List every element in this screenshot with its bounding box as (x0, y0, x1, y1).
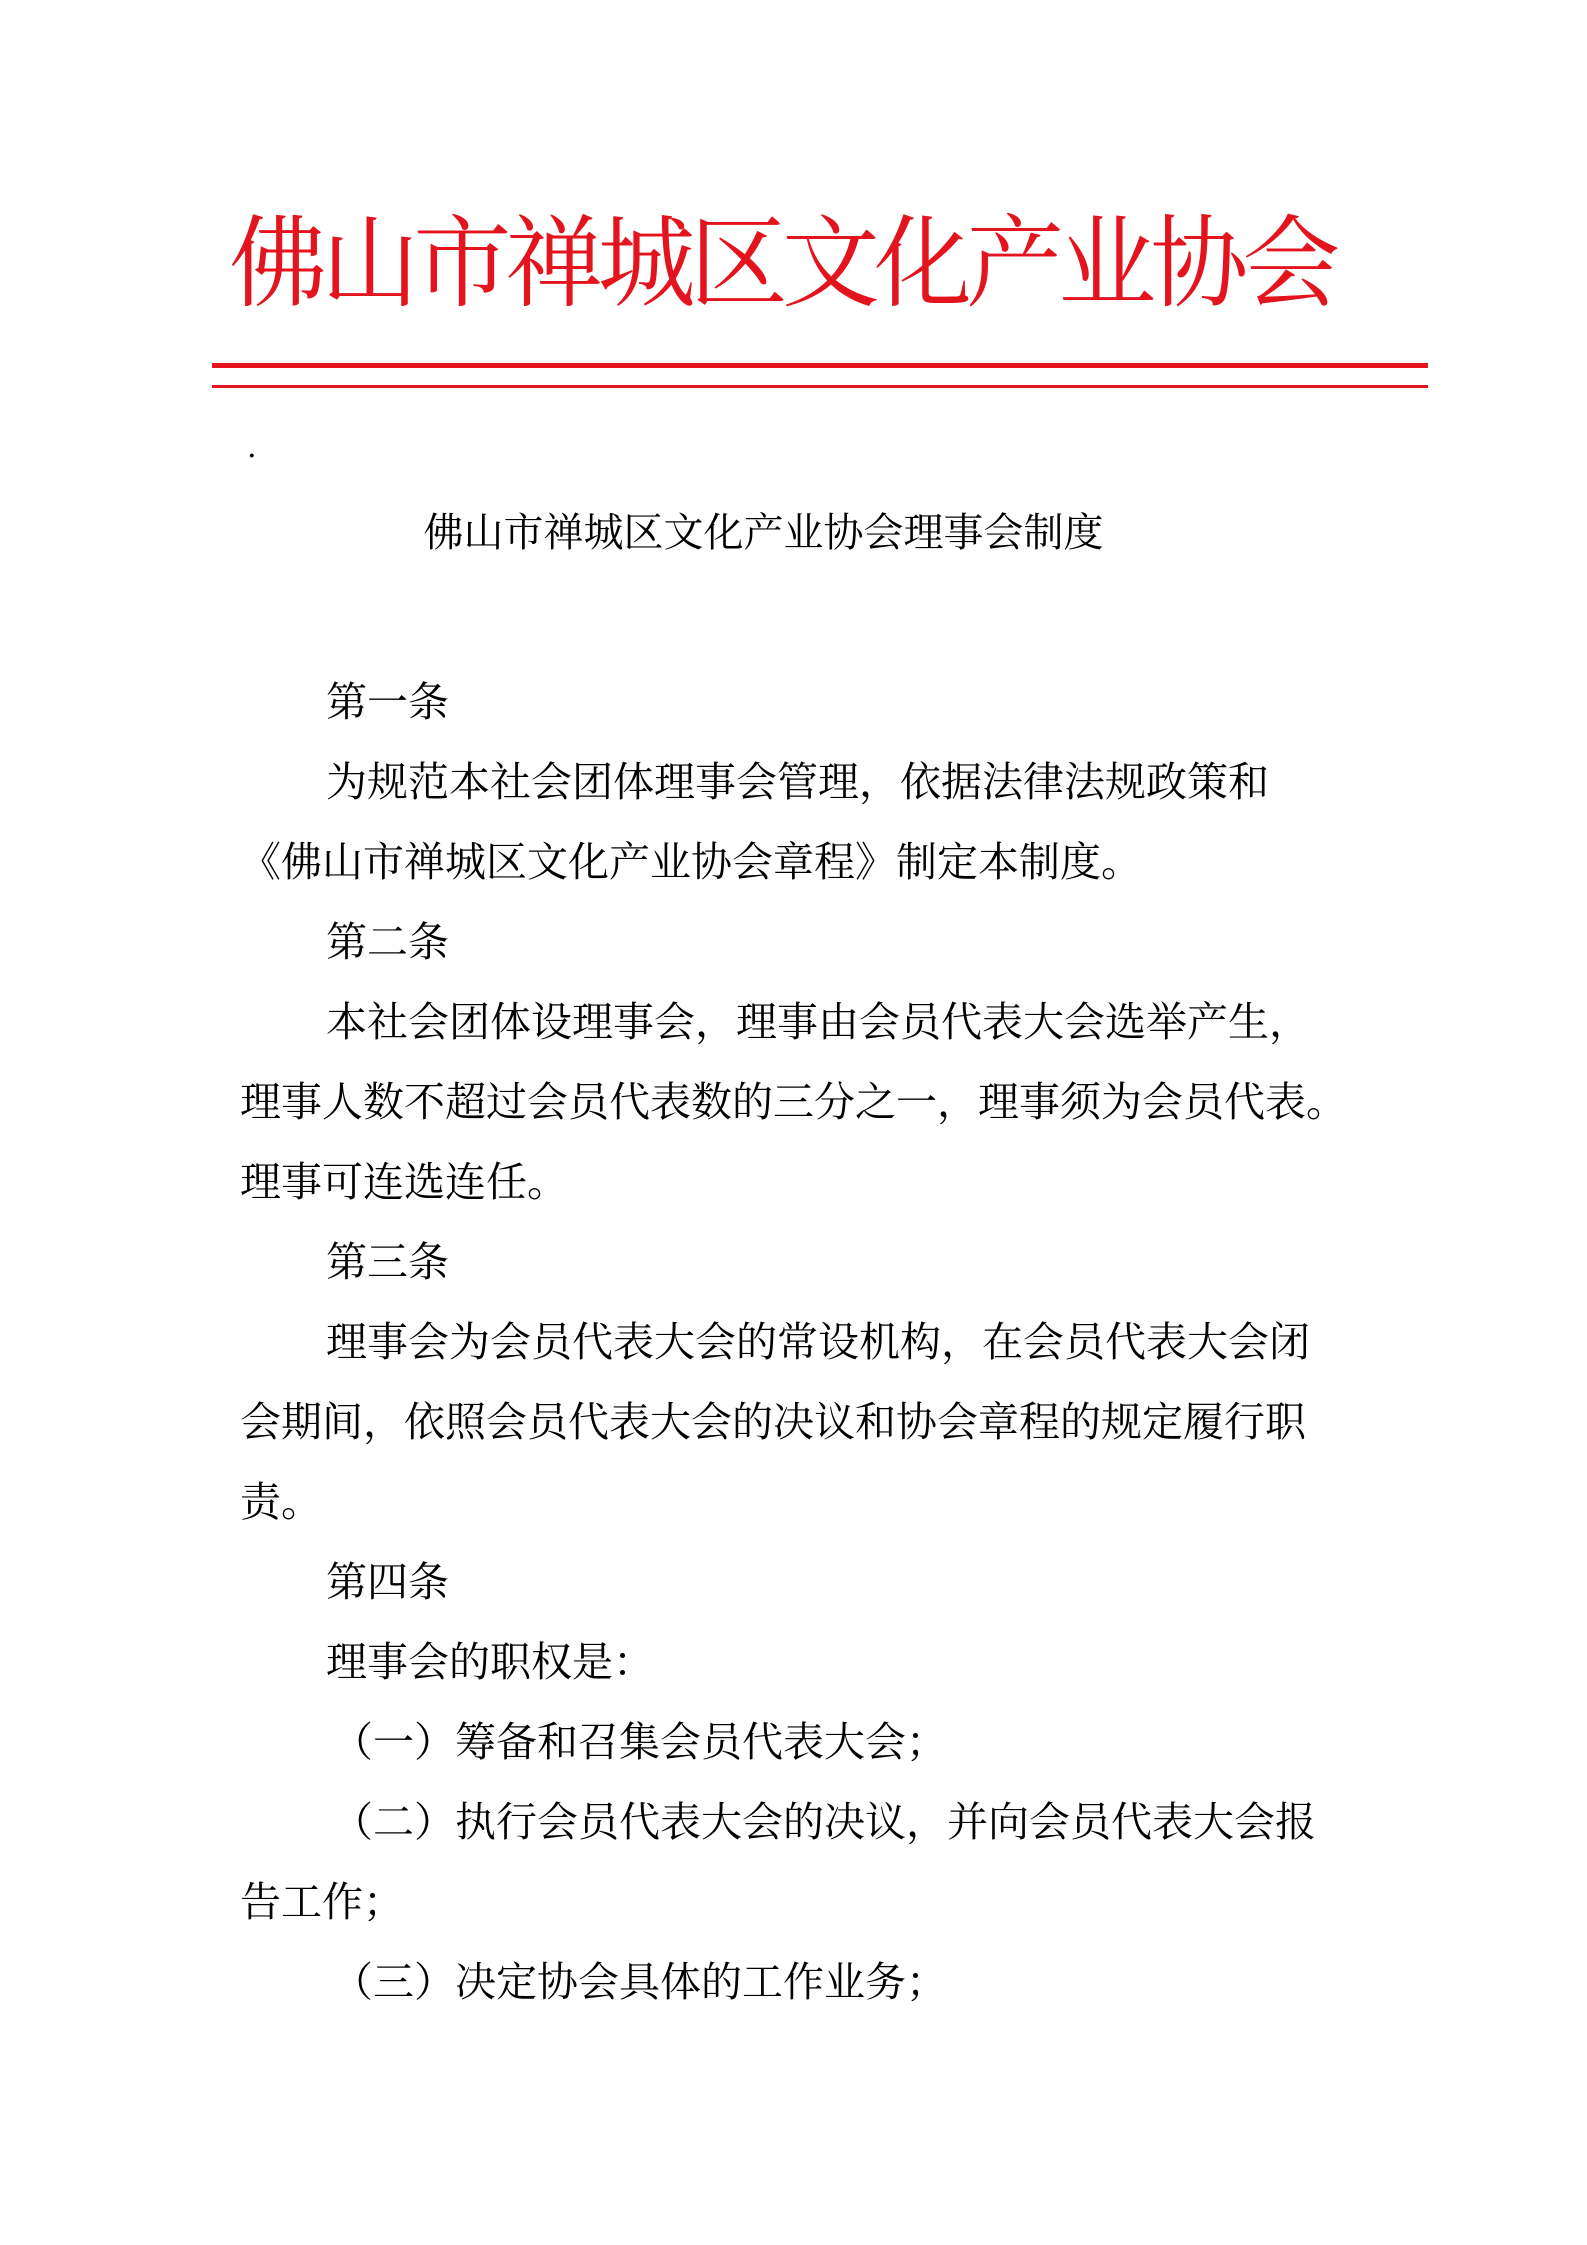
letterhead-rule-thick (212, 363, 1428, 368)
body-line: 本社会团体设理事会，理事由会员代表大会选举产生， (326, 998, 1310, 1046)
body-line: 为规范本社会团体理事会管理，依据法律法规政策和 (326, 758, 1269, 806)
body-line: 责。 (240, 1478, 322, 1526)
body-line: 告工作； (240, 1878, 404, 1926)
article-heading-3: 第三条 (326, 1238, 449, 1286)
document-body (240, 662, 1360, 2022)
body-line: 理事会为会员代表大会的常设机构，在会员代表大会闭 (326, 1318, 1310, 1366)
article-heading-4: 第四条 (326, 1558, 449, 1606)
body-line: 理事会的职权是： (326, 1638, 654, 1686)
list-item: （三）决定协会具体的工作业务； (332, 1958, 947, 2006)
marker-dot: . (247, 430, 257, 465)
letterhead-rule-thin (212, 385, 1428, 388)
article-heading-1: 第一条 (326, 678, 449, 726)
body-line: 《佛山市禅城区文化产业协会章程》制定本制度。 (240, 838, 1142, 886)
letterhead-org-name: 佛山市禅城区文化产业协会 (229, 205, 1335, 322)
list-item: （二）执行会员代表大会的决议，并向会员代表大会报 (332, 1798, 1316, 1846)
body-line: 会期间，依照会员代表大会的决议和协会章程的规定履行职 (240, 1398, 1306, 1446)
body-line: 理事人数不超过会员代表数的三分之一，理事须为会员代表。 (240, 1078, 1347, 1126)
document-title: 佛山市禅城区文化产业协会理事会制度 (423, 510, 1104, 556)
article-heading-2: 第二条 (326, 918, 449, 966)
body-line: 理事可连选连任。 (240, 1158, 568, 1206)
list-item: （一）筹备和召集会员代表大会； (332, 1718, 947, 1766)
